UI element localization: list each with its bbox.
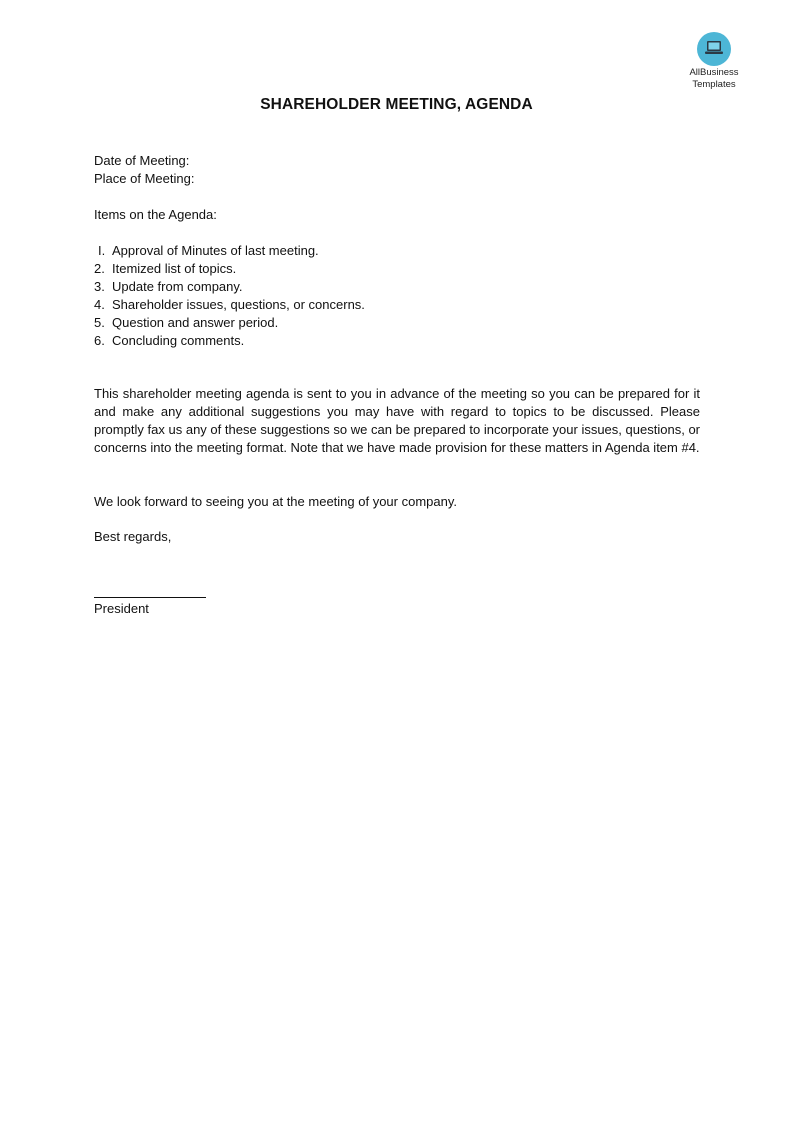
agenda-item bbox=[94, 296, 365, 314]
agenda-item-text: Itemized list of topics. bbox=[112, 261, 237, 276]
agenda-item bbox=[94, 278, 365, 296]
agenda-item-number: 6. bbox=[94, 333, 105, 348]
agenda-heading: Items on the Agenda: bbox=[94, 207, 217, 222]
agenda-item-number: I. bbox=[98, 243, 106, 258]
date-of-meeting-label: Date of Meeting: bbox=[94, 153, 190, 168]
agenda-item-text: Approval of Minutes of last meeting. bbox=[112, 243, 319, 258]
agenda-item bbox=[94, 332, 365, 350]
sign-off: Best regards, bbox=[94, 529, 172, 544]
agenda-item-text: Update from company. bbox=[112, 279, 243, 294]
meeting-details bbox=[94, 152, 194, 188]
agenda-item-number: 4. bbox=[94, 297, 105, 312]
agenda-list bbox=[94, 242, 365, 350]
agenda-item bbox=[94, 314, 365, 332]
agenda-item-text: Concluding comments. bbox=[112, 333, 245, 348]
closing-sentence: We look forward to seeing you at the meeting of your company. bbox=[94, 494, 457, 509]
agenda-item-number: 3. bbox=[94, 279, 105, 294]
logo-text-line1: AllBusiness bbox=[689, 67, 739, 78]
agenda-item-number: 5. bbox=[94, 315, 105, 330]
agenda-item bbox=[94, 260, 365, 278]
agenda-item-number: 2. bbox=[94, 261, 105, 276]
document-title: SHAREHOLDER MEETING, AGENDA bbox=[260, 96, 533, 113]
agenda-item-text: Question and answer period. bbox=[112, 315, 279, 330]
signatory-title: President bbox=[94, 601, 149, 616]
body-paragraph: This shareholder meeting agenda is sent to you in advance of the meeting so you can be prepared for it and make any additional suggestions you may have with regard to topics to be discussed. Please promptly fax us any of these suggestions so we can be prepared to incorporate your issues, questions, or concerns into the meeting format. Note that we have made provision for these matters in Agenda item #4. bbox=[94, 386, 700, 455]
agenda-item bbox=[94, 242, 365, 260]
signature-line bbox=[94, 597, 206, 598]
agenda-item-text: Shareholder issues, questions, or concerns. bbox=[112, 297, 365, 312]
place-of-meeting-label: Place of Meeting: bbox=[94, 171, 195, 186]
allbusiness-logo bbox=[680, 32, 748, 90]
laptop-icon bbox=[697, 32, 731, 66]
logo-text-line2: Templates bbox=[692, 79, 736, 90]
